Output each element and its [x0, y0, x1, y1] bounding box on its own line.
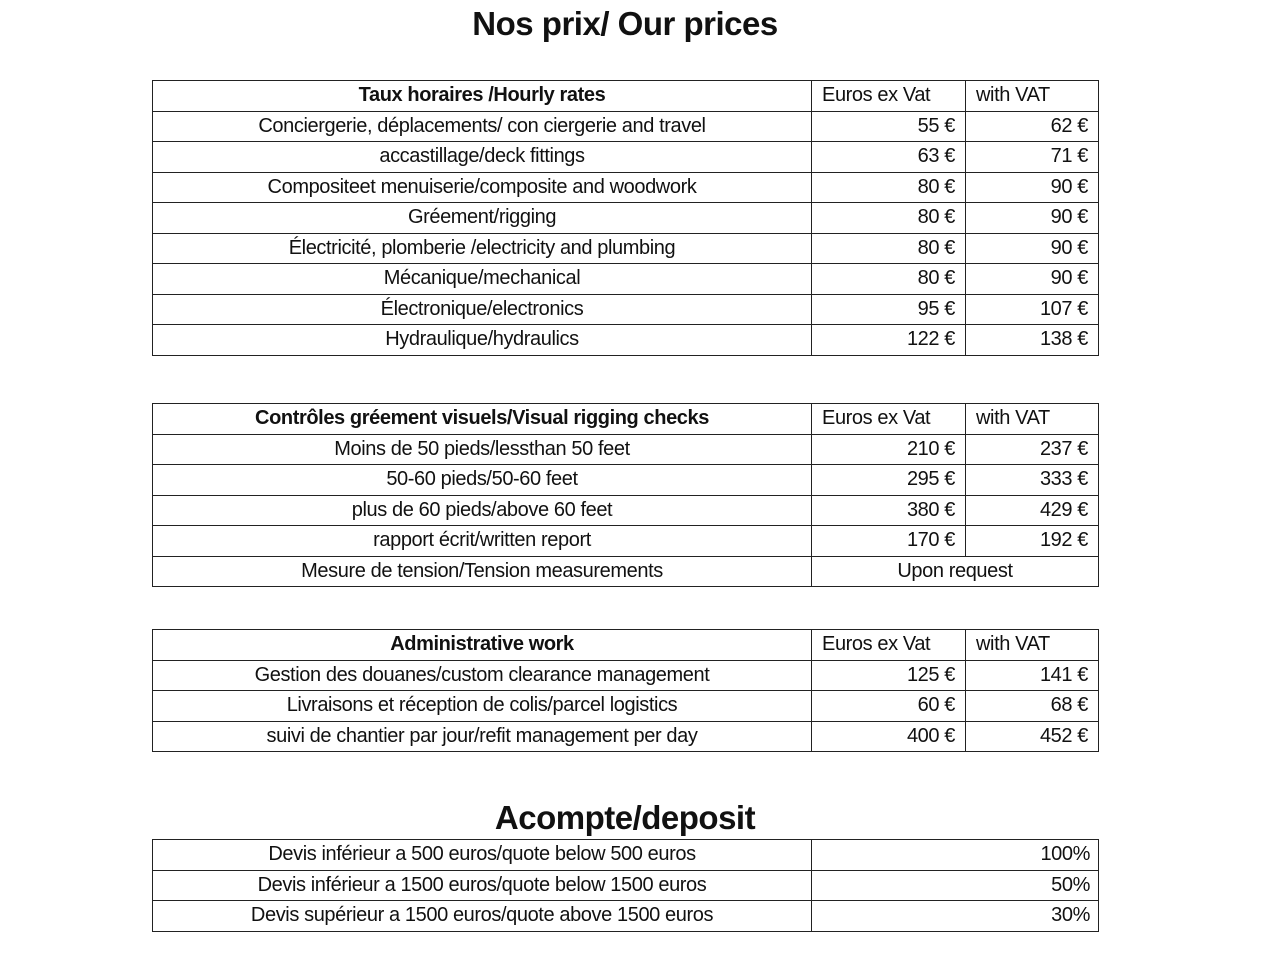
- price-ex-vat: 80 €: [812, 264, 966, 295]
- table-row: [153, 901, 1099, 932]
- table-row: [153, 465, 1099, 496]
- price-ex-vat: 122 €: [812, 325, 966, 356]
- service-label: accastillage/deck fittings: [153, 142, 812, 173]
- service-label: rapport écrit/written report: [153, 526, 812, 557]
- table-header-row: [153, 404, 1099, 435]
- price-ex-vat: 295 €: [812, 465, 966, 496]
- service-label: Moins de 50 pieds/lessthan 50 feet: [153, 434, 812, 465]
- price-with-vat: 141 €: [966, 660, 1099, 691]
- price-with-vat: 237 €: [966, 434, 1099, 465]
- price-ex-vat: 400 €: [812, 721, 966, 752]
- table-row: [153, 556, 1099, 587]
- column-header-ex-vat: Euros ex Vat: [812, 630, 966, 661]
- table-row: [153, 111, 1099, 142]
- table-row: [153, 264, 1099, 295]
- column-header-with-vat: with VAT: [966, 404, 1099, 435]
- table-row: [153, 294, 1099, 325]
- service-label: Compositeet menuiserie/composite and woodwork: [153, 172, 812, 203]
- price-ex-vat: 63 €: [812, 142, 966, 173]
- service-label: Électricité, plomberie /electricity and plumbing: [153, 233, 812, 264]
- price-with-vat: 90 €: [966, 172, 1099, 203]
- service-label: suivi de chantier par jour/refit management per day: [153, 721, 812, 752]
- price-ex-vat: 80 €: [812, 203, 966, 234]
- price-with-vat: 192 €: [966, 526, 1099, 557]
- price-with-vat: 90 €: [966, 264, 1099, 295]
- table-row: [153, 660, 1099, 691]
- table-row: [153, 526, 1099, 557]
- price-with-vat: 333 €: [966, 465, 1099, 496]
- service-label: Électronique/electronics: [153, 294, 812, 325]
- price-ex-vat: 80 €: [812, 172, 966, 203]
- service-label: Mesure de tension/Tension measurements: [153, 556, 812, 587]
- table-row: [153, 434, 1099, 465]
- hourly-rates-table: [152, 80, 1099, 356]
- price-with-vat: 90 €: [966, 233, 1099, 264]
- table-row: [153, 840, 1099, 871]
- deposit-title: Acompte/deposit: [494, 799, 756, 836]
- price-ex-vat: 170 €: [812, 526, 966, 557]
- column-header-ex-vat: Euros ex Vat: [812, 404, 966, 435]
- price-with-vat: 452 €: [966, 721, 1099, 752]
- column-header-with-vat: with VAT: [966, 630, 1099, 661]
- table-header-row: [153, 630, 1099, 661]
- deposit-percentage: 100%: [812, 840, 1099, 871]
- column-header-ex-vat: Euros ex Vat: [812, 81, 966, 112]
- deposit-condition: Devis supérieur a 1500 euros/quote above 1500 euros: [153, 901, 812, 932]
- price-ex-vat: 95 €: [812, 294, 966, 325]
- table-row: [153, 142, 1099, 173]
- price-ex-vat: 125 €: [812, 660, 966, 691]
- price-with-vat: 62 €: [966, 111, 1099, 142]
- column-header-with-vat: with VAT: [966, 81, 1099, 112]
- service-label: Livraisons et réception de colis/parcel logistics: [153, 691, 812, 722]
- page-title: Nos prix/ Our prices: [472, 5, 778, 42]
- administrative-work-table: [152, 629, 1099, 752]
- service-label: Gestion des douanes/custom clearance management: [153, 660, 812, 691]
- deposit-percentage: 50%: [812, 870, 1099, 901]
- service-label: Gréement/rigging: [153, 203, 812, 234]
- price-ex-vat: 55 €: [812, 111, 966, 142]
- price-with-vat: 71 €: [966, 142, 1099, 173]
- column-header-service: Contrôles gréement visuels/Visual rigging checks: [153, 404, 812, 435]
- price-with-vat: 107 €: [966, 294, 1099, 325]
- column-header-service: Taux horaires /Hourly rates: [153, 81, 812, 112]
- deposit-percentage: 30%: [812, 901, 1099, 932]
- deposit-condition: Devis inférieur a 1500 euros/quote below 1500 euros: [153, 870, 812, 901]
- table-row: [153, 172, 1099, 203]
- price-ex-vat: 380 €: [812, 495, 966, 526]
- deposit-condition: Devis inférieur a 500 euros/quote below 500 euros: [153, 840, 812, 871]
- price-with-vat: 138 €: [966, 325, 1099, 356]
- table-row: [153, 721, 1099, 752]
- rigging-checks-table: [152, 403, 1099, 587]
- price-ex-vat: 210 €: [812, 434, 966, 465]
- service-label: Mécanique/mechanical: [153, 264, 812, 295]
- service-label: 50-60 pieds/50-60 feet: [153, 465, 812, 496]
- table-row: [153, 691, 1099, 722]
- service-label: plus de 60 pieds/above 60 feet: [153, 495, 812, 526]
- table-row: [153, 870, 1099, 901]
- price-ex-vat: 80 €: [812, 233, 966, 264]
- price-upon-request: Upon request: [812, 556, 1099, 587]
- price-ex-vat: 60 €: [812, 691, 966, 722]
- deposit-table: [152, 839, 1099, 932]
- table-header-row: [153, 81, 1099, 112]
- service-label: Conciergerie, déplacements/ con ciergerie and travel: [153, 111, 812, 142]
- service-label: Hydraulique/hydraulics: [153, 325, 812, 356]
- table-row: [153, 495, 1099, 526]
- column-header-service: Administrative work: [153, 630, 812, 661]
- price-with-vat: 90 €: [966, 203, 1099, 234]
- table-row: [153, 233, 1099, 264]
- table-row: [153, 325, 1099, 356]
- table-row: [153, 203, 1099, 234]
- price-with-vat: 429 €: [966, 495, 1099, 526]
- price-with-vat: 68 €: [966, 691, 1099, 722]
